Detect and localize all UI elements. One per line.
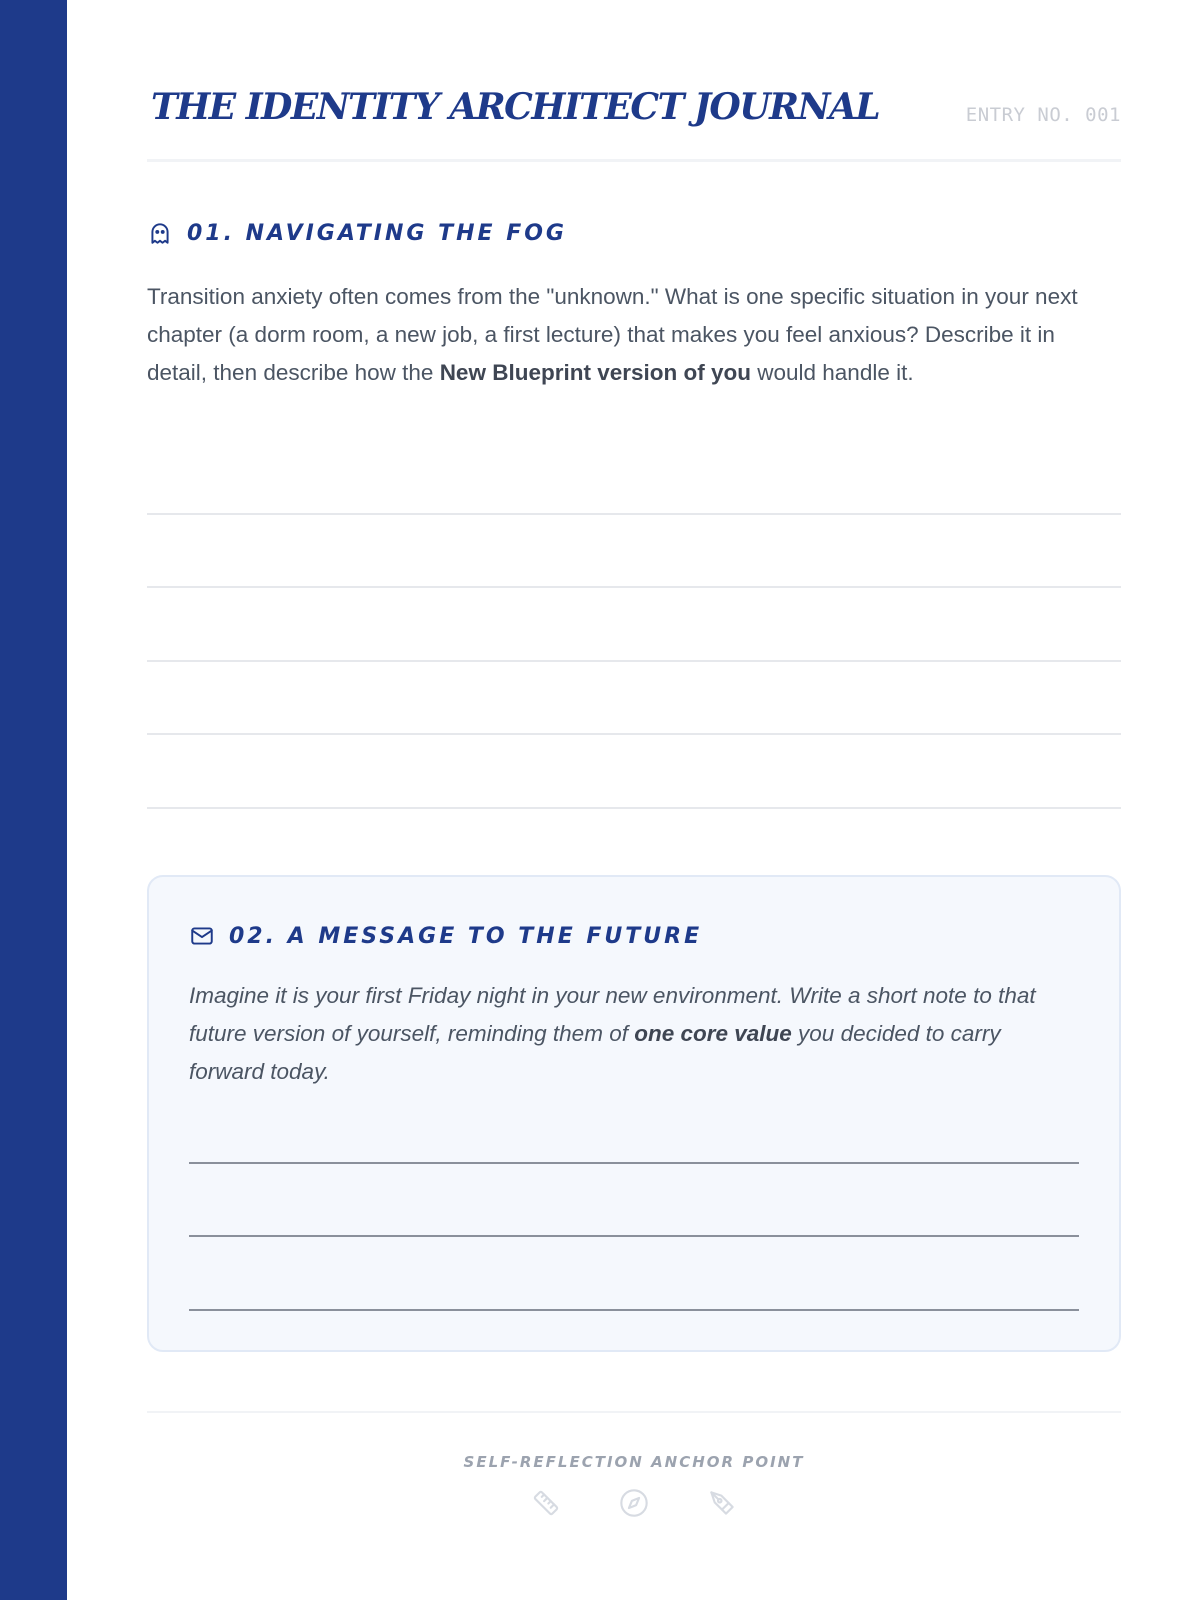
writing-line[interactable] [147, 807, 1121, 809]
journal-title: THE IDENTITY ARCHITECT JOURNAL [151, 86, 880, 128]
writing-line[interactable] [147, 733, 1121, 735]
ruler-icon [530, 1487, 562, 1519]
footer-label: SELF-REFLECTION ANCHOR POINT [463, 1453, 805, 1471]
card-writing-line[interactable] [189, 1235, 1079, 1237]
envelope-icon [189, 923, 215, 949]
entry-number: ENTRY NO. 001 [965, 104, 1121, 126]
section-1-heading [147, 220, 567, 246]
section-2-heading [189, 923, 702, 949]
journal-header [147, 82, 1121, 162]
section-2-prompt-emphasis: one core value [634, 1021, 792, 1046]
future-message-card [147, 875, 1121, 1352]
card-writing-line[interactable] [189, 1309, 1079, 1311]
pen-nib-icon [706, 1487, 738, 1519]
journal-page [147, 0, 1121, 1600]
ghost-icon [147, 220, 173, 246]
card-writing-line[interactable] [189, 1162, 1079, 1164]
journal-spine [0, 0, 67, 1600]
compass-icon [618, 1487, 650, 1519]
section-2-prompt: Imagine it is your first Friday night in your new environment. Write a short note to that future version of yourself, reminding them of one core value you decided to carry forward today. [189, 983, 1036, 1084]
section-1-prompt: Transition anxiety often comes from the "unknown." What is one specific situation in your next chapter (a dorm room, a new job, a first lecture) that makes you feel anxious? Describe it in detail, then describe how the New Blueprint version of you would handle it. [147, 284, 1078, 385]
footer-icon-row [147, 1487, 1121, 1519]
section-1-prompt-emphasis: New Blueprint version of you [439, 360, 751, 385]
writing-line[interactable] [147, 660, 1121, 662]
section-2-title: 02. A MESSAGE TO THE FUTURE [229, 923, 703, 949]
section-1-title: 01. NAVIGATING THE FOG [187, 220, 567, 246]
footer-divider [147, 1411, 1121, 1413]
writing-line[interactable] [147, 513, 1121, 515]
writing-line[interactable] [147, 586, 1121, 588]
